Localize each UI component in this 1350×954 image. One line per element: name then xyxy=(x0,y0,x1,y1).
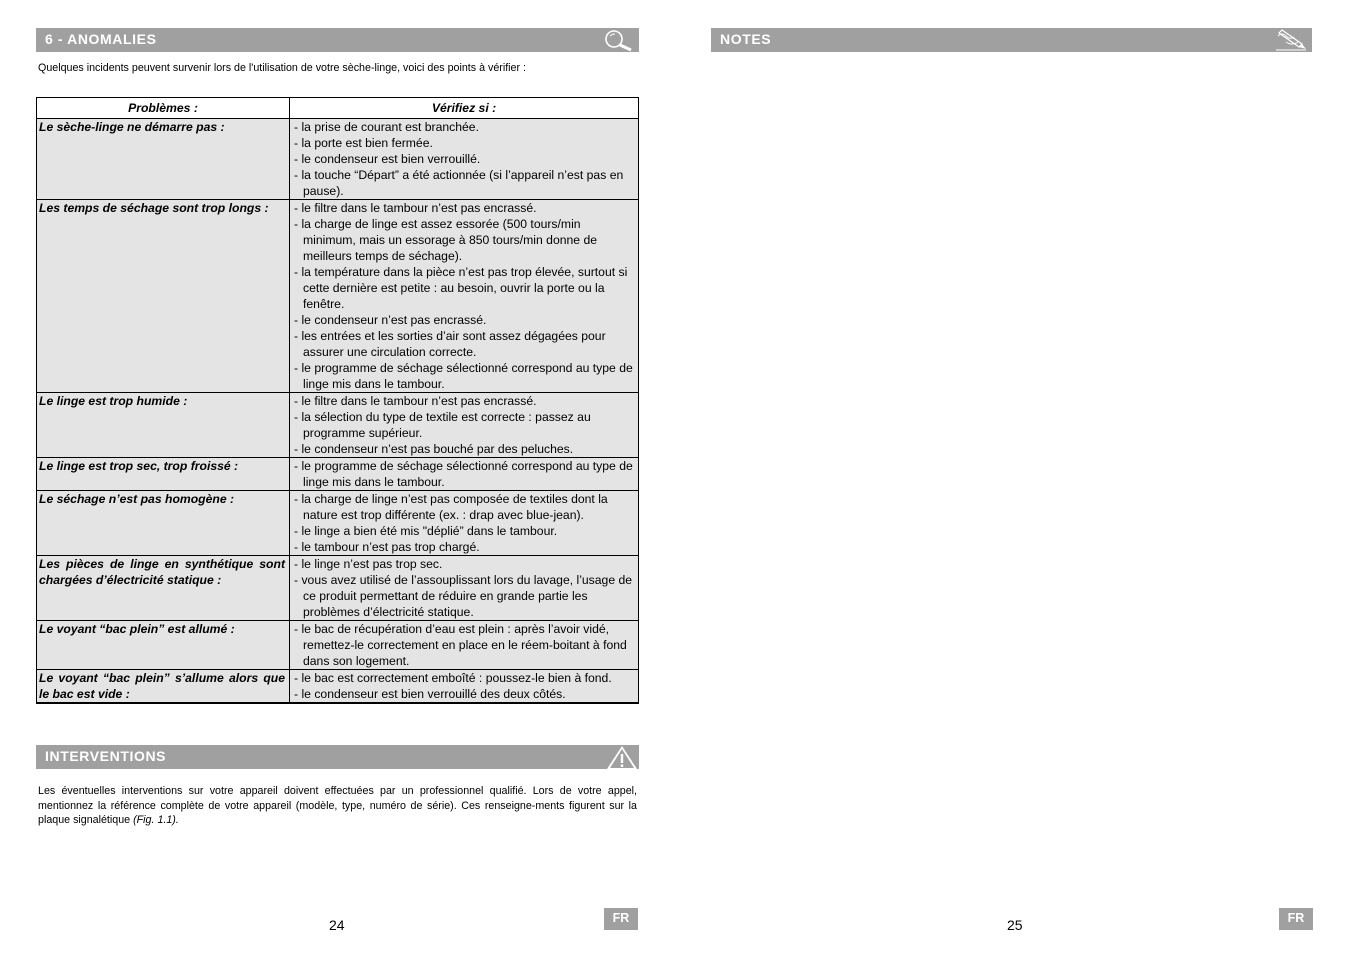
page-number-left: 24 xyxy=(329,917,345,933)
check-item: - la charge de linge n’est pas composée de textiles dont la nature est trop différente (ex. : drap avec blue-jean). xyxy=(294,492,608,522)
check-item: - le condenseur est bien verrouillé. xyxy=(294,152,481,166)
table-row xyxy=(37,119,639,200)
check-item: - la température dans la pièce n’est pas trop élevée, surtout si cette dernière est petite : au besoin, ouvrir la porte ou la fenêtre. xyxy=(294,265,628,311)
problem-cell: Le linge est trop sec, trop froissé : xyxy=(37,458,290,491)
anomalies-header xyxy=(36,28,639,52)
table-row xyxy=(37,491,639,556)
check-item: - les entrées et les sorties d’air sont assez dégagées pour assurer une circulation correcte. xyxy=(294,329,606,359)
checks-cell xyxy=(290,119,639,200)
figure-reference: (Fig. 1.1). xyxy=(133,814,179,827)
check-item: - le condenseur est bien verrouillé des deux côtés. xyxy=(294,687,566,701)
problem-cell: Les pièces de linge en synthétique sont chargées d’électricité statique : xyxy=(37,556,290,621)
problem-cell: Les temps de séchage sont trop longs : xyxy=(37,200,290,393)
check-item: - la sélection du type de textile est correcte : passez au programme supérieur. xyxy=(294,410,591,440)
checks-cell xyxy=(290,621,639,670)
interventions-text: Les éventuelles interventions sur votre appareil doivent effectuées par un professionnel qualifié. Lors de votre appel, mentionnez la référence complète de votre appareil (modèle, type, numéro de série). Ces renseigne-ments figurent sur la plaque signalétique (Fig. 1.1). xyxy=(38,785,637,827)
table-row xyxy=(37,458,639,491)
check-item: - vous avez utilisé de l’assouplissant lors du lavage, l’usage de ce produit permettant de réduire en grande partie les problèmes d’électricité statique. xyxy=(294,573,633,619)
check-item: - le programme de séchage sélectionné correspond au type de linge mis dans le tambour. xyxy=(294,459,633,489)
checks-cell xyxy=(290,491,639,556)
check-item: - le condenseur n’est pas bouché par des peluches. xyxy=(294,442,574,456)
table-row xyxy=(37,621,639,670)
problem-cell: Le linge est trop humide : xyxy=(37,393,290,458)
check-item: - la touche “Départ” a été actionnée (si l’appareil n’est pas en pause). xyxy=(294,168,624,198)
check-item: - le linge a bien été mis "déplié” dans le tambour. xyxy=(294,524,558,538)
checks-cell xyxy=(290,393,639,458)
language-badge-right: FR xyxy=(1279,908,1313,930)
anomalies-intro: Quelques incidents peuvent survenir lors de l'utilisation de votre sèche-linge, voici des points à vérifier : xyxy=(38,62,526,74)
anomalies-table xyxy=(36,97,639,704)
check-item: - le linge n’est pas trop sec. xyxy=(294,557,443,571)
checks-cell xyxy=(290,200,639,393)
column-header-problems: Problèmes : xyxy=(37,98,290,119)
notes-title: NOTES xyxy=(720,31,772,47)
check-item: - le filtre dans le tambour n’est pas encrassé. xyxy=(294,394,537,408)
check-item: - le bac est correctement emboîté : poussez-le bien à fond. xyxy=(294,671,612,685)
warning-triangle-icon xyxy=(606,745,638,775)
magnifier-icon xyxy=(601,28,635,58)
check-item: - le condenseur n’est pas encrassé. xyxy=(294,313,487,327)
check-item: - le programme de séchage sélectionné correspond au type de linge mis dans le tambour. xyxy=(294,361,633,391)
table-row xyxy=(37,200,639,393)
problem-cell: Le voyant “bac plein” est allumé : xyxy=(37,621,290,670)
pencil-writing-icon xyxy=(1272,28,1310,58)
problem-cell: Le voyant “bac plein” s’allume alors que le bac est vide : xyxy=(37,670,290,704)
table-row xyxy=(37,393,639,458)
check-item: - la porte est bien fermée. xyxy=(294,136,433,150)
check-item: - le tambour n’est pas trop chargé. xyxy=(294,540,480,554)
table-row xyxy=(37,556,639,621)
check-item: - le filtre dans le tambour n’est pas encrassé. xyxy=(294,201,537,215)
notes-header xyxy=(711,28,1312,52)
page-number-right: 25 xyxy=(1007,917,1023,933)
table-row xyxy=(37,670,639,704)
check-item: - la prise de courant est branchée. xyxy=(294,120,479,134)
problem-cell: Le sèche-linge ne démarre pas : xyxy=(37,119,290,200)
checks-cell xyxy=(290,670,639,704)
problem-cell: Le séchage n’est pas homogène : xyxy=(37,491,290,556)
check-item: - la charge de linge est assez essorée (500 tours/min minimum, mais un essorage à 850 tours/min donne de meilleurs temps de séchage). xyxy=(294,217,598,263)
check-item: - le bac de récupération d’eau est plein : après l’avoir vidé, remettez-le correctement en place en le réem-boitant à fond dans son logement. xyxy=(294,622,627,668)
language-badge-left: FR xyxy=(604,908,638,930)
anomalies-title: 6 - ANOMALIES xyxy=(45,31,157,47)
checks-cell xyxy=(290,458,639,491)
column-header-checks: Vérifiez si : xyxy=(290,98,639,119)
checks-cell xyxy=(290,556,639,621)
interventions-title: INTERVENTIONS xyxy=(45,748,167,764)
interventions-header xyxy=(36,745,639,769)
